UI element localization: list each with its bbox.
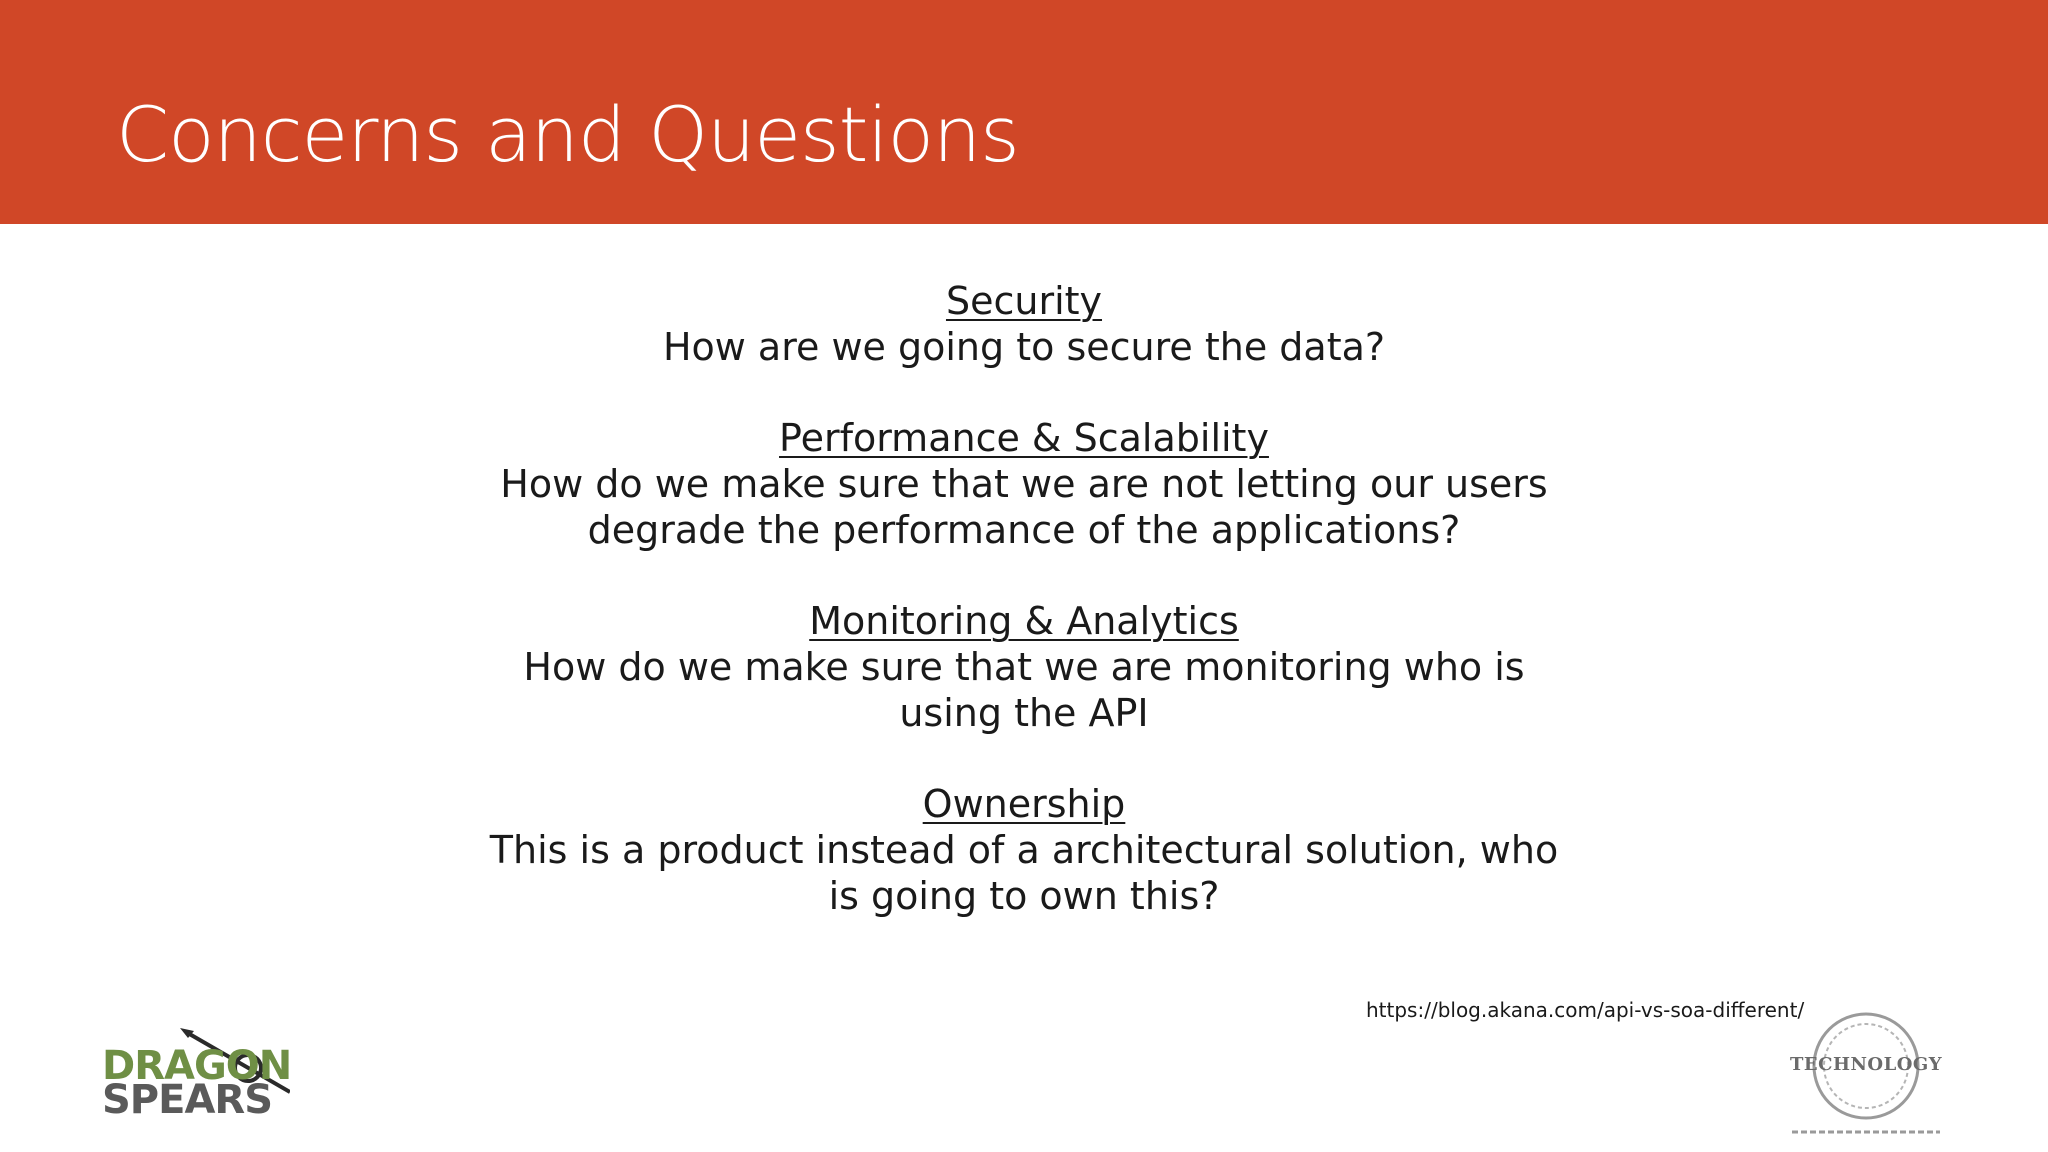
section-performance <box>0 415 2048 553</box>
section-security <box>0 278 2048 370</box>
slide-content <box>0 278 2048 964</box>
logo-text-spears: SPEARS <box>102 1077 273 1123</box>
logo-text-technology: TECHNOLOGY <box>1790 1054 1943 1075</box>
dragon-spears-logo <box>102 1028 302 1132</box>
source-url[interactable]: https://blog.akana.com/api-vs-soa-different/ <box>1366 998 1805 1022</box>
section-monitoring <box>0 598 2048 736</box>
section-body: How do we make sure that we are monitoring who is using the API <box>523 645 1525 735</box>
section-heading: Monitoring & Analytics <box>809 599 1239 643</box>
section-ownership <box>0 781 2048 919</box>
slide-title: Concerns and Questions <box>116 90 1019 179</box>
technology-club-logo <box>1782 1010 1950 1138</box>
logo-text-dragon: DRAGON <box>102 1043 292 1089</box>
section-heading: Performance & Scalability <box>779 416 1269 460</box>
section-heading: Security <box>945 279 1103 323</box>
section-body: How do we make sure that we are not letting our users degrade the performance of the applications? <box>500 462 1548 552</box>
section-body: How are we going to secure the data? <box>662 325 1386 369</box>
section-body: This is a product instead of a architectural solution, who is going to own this? <box>489 828 1559 918</box>
section-heading: Ownership <box>922 782 1126 826</box>
